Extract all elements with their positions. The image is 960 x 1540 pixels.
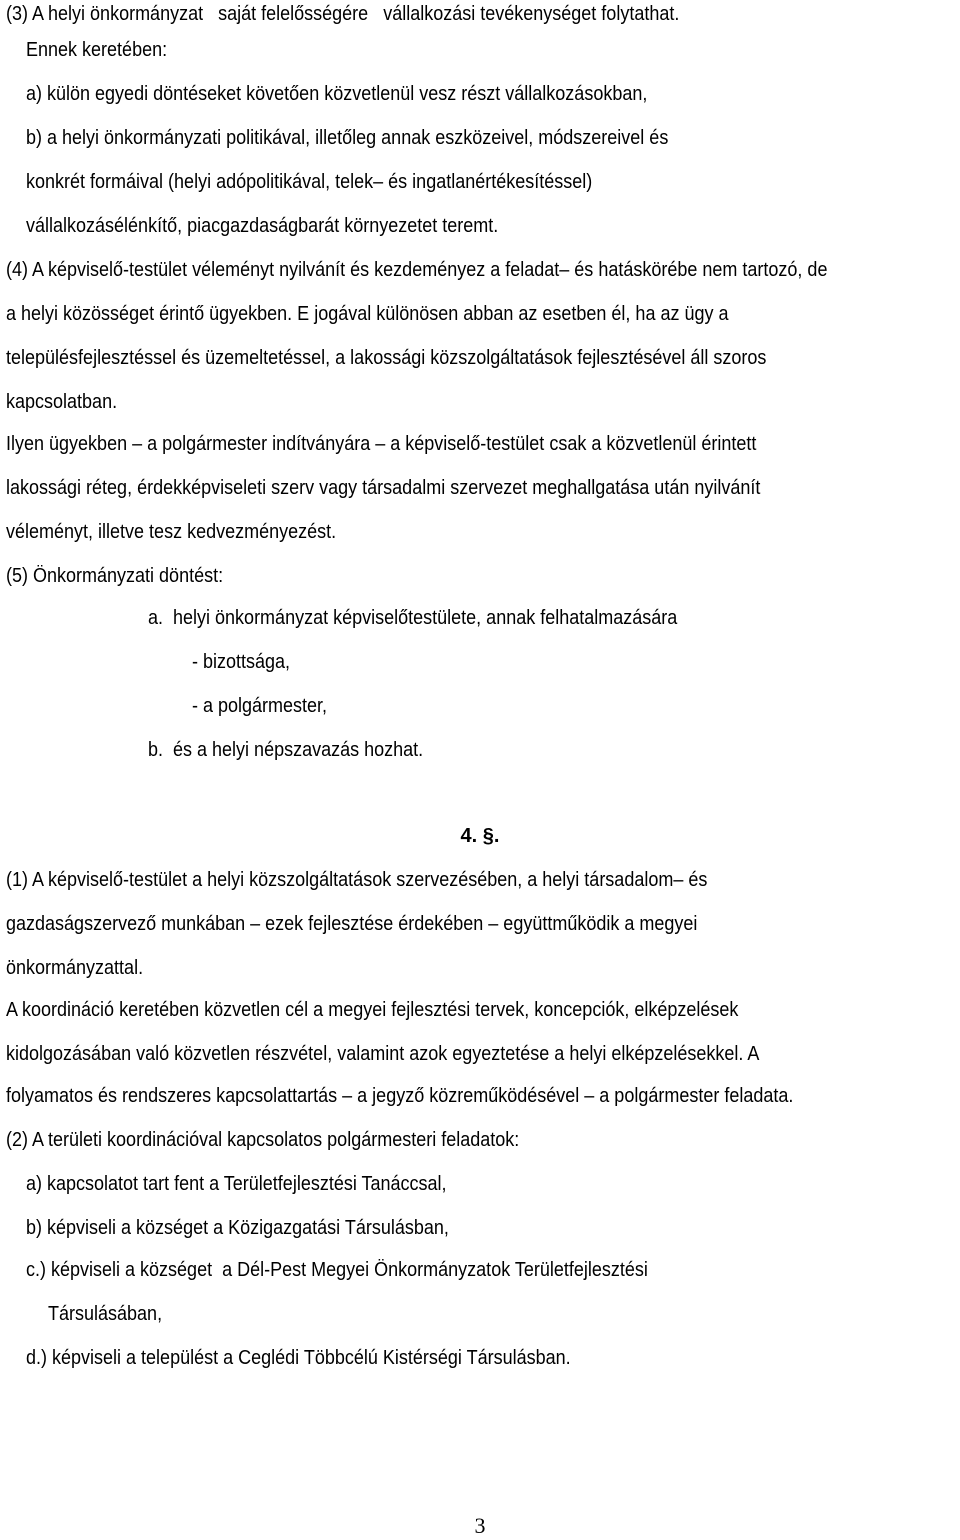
sec3-item-b-cont-2: vállalkozásélénkítő, piacgazdaságbarát környezetet teremt.	[26, 215, 499, 237]
sec3-item-a: a) külön egyedi döntéseket követően közvetlenül vesz részt vállalkozásokban,	[26, 83, 648, 105]
p42-title: (2) A területi koordinációval kapcsolatos polgármesteri feladatok:	[6, 1129, 520, 1151]
sec3-line-1: (3) A helyi önkormányzat saját felelősségére vállalkozási tevékenységet folytathat.	[6, 3, 680, 25]
p41-line-2: gazdaságszervező munkában – ezek fejlesztése érdekében – együttműködik a megyei	[6, 913, 698, 935]
sec5-title: (5) Önkormányzati döntést:	[6, 565, 224, 587]
sec4-line-4: kapcsolatban.	[6, 391, 118, 413]
p41-line-4: A koordináció keretében közvetlen cél a megyei fejlesztési tervek, koncepciók, elképzelések	[6, 999, 739, 1021]
sec5-item-a-sub-1: - bizottsága,	[192, 651, 291, 673]
sec5-item-b: b. és a helyi népszavazás hozhat.	[148, 739, 424, 761]
sec3-item-b-cont-1: konkrét formáival (helyi adópolitikával, telek– és ingatlanértékesítéssel)	[26, 171, 593, 193]
p41-line-5: kidolgozásában való közvetlen részvétel, valamint azok egyeztetése a helyi elképzelésekkel. A	[6, 1043, 760, 1065]
p42-item-c-cont: Társulásában,	[48, 1303, 163, 1325]
p42-item-a: a) kapcsolatot tart fent a Területfejlesztési Tanáccsal,	[26, 1173, 447, 1195]
p42-item-d: d.) képviseli a települést a Ceglédi Többcélú Kistérségi Társulásban.	[26, 1347, 571, 1369]
sec5-item-a: a. helyi önkormányzat képviselőtestülete, annak felhatalmazására	[148, 607, 678, 629]
sec4-line-2-text: a helyi közösséget érintő ügyekben. E jogával különösen abban az esetben él, ha az ügy a	[6, 303, 729, 325]
section-heading: 4. §.	[460, 825, 500, 847]
p42-item-c: c.) képviseli a községet a Dél-Pest Megyei Önkormányzatok Területfejlesztési	[26, 1259, 648, 1281]
p41-line-3: önkormányzattal.	[6, 957, 144, 979]
p41-line-6: folyamatos és rendszeres kapcsolattartás – a jegyző közreműködésével – a polgármester feladata.	[6, 1085, 794, 1107]
sec3-item-b: b) a helyi önkormányzati politikával, illetőleg annak eszközeivel, módszereivel és	[26, 127, 669, 149]
sec4-line-5: Ilyen ügyekben – a polgármester indítványára – a képviselő-testület csak a közvetlenül érintett	[6, 433, 757, 455]
sec4-line-3: településfejlesztéssel és üzemeltetéssel, a lakossági közszolgáltatások fejlesztésével áll szoros	[6, 347, 767, 369]
sec4-line-2	[6, 300, 956, 328]
p42-item-b: b) képviseli a községet a Közigazgatási Társulásban,	[26, 1217, 449, 1239]
sec3-line-2: Ennek keretében:	[26, 39, 168, 61]
sec5-item-a-sub-2: - a polgármester,	[192, 695, 328, 717]
sec4-line-6: lakossági réteg, érdekképviseleti szerv vagy társadalmi szervezet meghallgatása után nyilvánít	[6, 477, 761, 499]
page-number: 3	[474, 1513, 486, 1538]
sec4-line-1: (4) A képviselő-testület véleményt nyilvánít és kezdeményez a feladat– és hatáskörébe nem tartozó, de	[6, 259, 828, 281]
sec4-line-7: véleményt, illetve tesz kedvezményezést.	[6, 521, 337, 543]
p41-line-1: (1) A képviselő-testület a helyi közszolgáltatások szervezésében, a helyi társadalom– és	[6, 869, 708, 891]
